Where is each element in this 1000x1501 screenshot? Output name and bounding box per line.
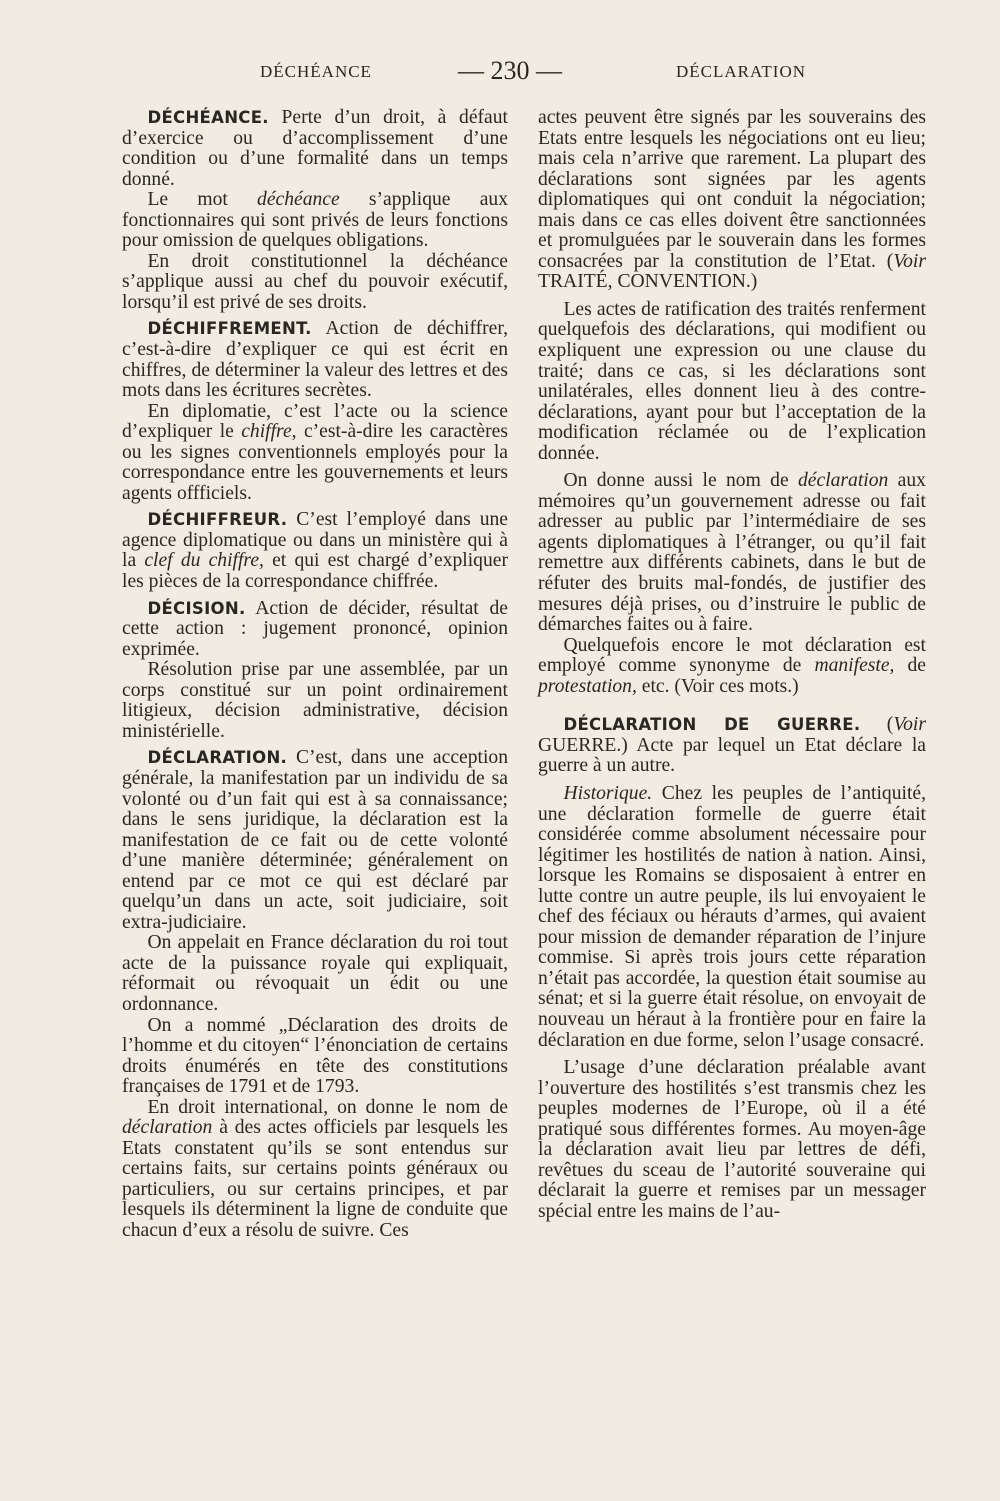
text-run: GUERRE.) Acte par lequel un Etat déclare la guerre à un autre. bbox=[538, 734, 926, 777]
text-run: En diplomatie, c’est l’acte ou la science d’expliquer le bbox=[122, 400, 508, 443]
entry-paragraph bbox=[122, 190, 508, 252]
header-right-word: DÉCLARATION bbox=[676, 62, 806, 81]
entry-paragraph bbox=[538, 636, 926, 698]
entry-paragraph bbox=[122, 599, 508, 661]
headword: DÉCHÉANCE. bbox=[147, 108, 269, 127]
italic-term: Voir bbox=[893, 714, 926, 736]
italic-term: Voir bbox=[893, 250, 926, 272]
entry-declaration-de-guerre bbox=[538, 715, 926, 1222]
text-run: c’est-à-dire les caractères ou les signes conventionnels employés pour la correspondance entre les gouvernements et leurs agents offficiels. bbox=[122, 421, 508, 504]
entry-dechiffrement bbox=[122, 319, 508, 504]
entry-paragraph bbox=[122, 319, 508, 401]
entry-paragraph: En droit constitutionnel la déchéance s’applique aussi au chef du pouvoir exécutif, lorsqu’il est privé de ses droits. bbox=[122, 250, 508, 313]
entry-paragraph: Résolution prise par une assemblée, par un corps constitué sur un point ordinairement litigieux, décision administrative, décision ministérielle. bbox=[122, 659, 508, 742]
entry-paragraph bbox=[538, 715, 926, 777]
entry-paragraph: L’usage d’une déclaration préalable avant l’ouverture des hostilités s’est transmis chez les peuples modernes de l’Europe, où il a été pratiqué sous différentes formes. Au moyen-âge la déclaration avait lieu par lettres de défi, revêtues du sceau de l’autorité souveraine qui déclarait la guerre et remises par un messager spécial entre les mains de l’au- bbox=[538, 1057, 926, 1222]
text-run: aux mémoires qu’un gouvernement adresse ou fait adresser au public par l’intermédiaire de ses agents diplomatiques à l’étranger, ou qu’il fait remettre aux différents cabinets, dans le but de réfuter des bruits mal-fondés, de justifier des mesures déjà prises, ou d’instruire le public de démarches faites ou à faire. bbox=[538, 470, 926, 636]
entry-paragraph: On appelait en France déclaration du roi tout acte de la puissance royale qui expliquait, réformait ou révoquait un édit ou une ordonnance. bbox=[122, 932, 508, 1015]
continued-paragraph bbox=[538, 108, 926, 293]
entry-paragraph: On a nommé „Déclaration des droits de l’homme et du citoyen“ l’énonciation de certains droits énumérés en tête des constitutions françaises de 1791 et de 1793. bbox=[122, 1014, 508, 1098]
text-run: Chez les peuples de l’antiquité, une déclaration formelle de guerre était considérée comme absolument nécessaire pour légitimer les hostilités de nation à nation. Ainsi, lorsque les Romains se disposaient à entrer en lutte contre un autre peuple, ils lui envoyaient le chef des féciaux ou hérauts d’armes, qui avaient pour mission de demander réparation de l’injure commise. Si après trois jours cette réparation n’était pas accordée, la question était soumise au sénat; et si la guerre était résolue, on envoyait de nouveau un héraut à la frontière pour en faire la déclaration en due forme, selon l’usage consacré. bbox=[538, 782, 926, 1051]
header-left-word: DÉCHÉANCE bbox=[260, 62, 372, 81]
text-run: TRAITÉ, CONVENTION.) bbox=[538, 271, 758, 293]
running-header bbox=[0, 58, 1000, 88]
definition-text: C’est, dans une acception générale, la manifestation par un individu de sa volonté ou d’un fait qui est à sa connaissance; dans le sens juridique, la déclaration est la manifestation de ce fait ou de cette volonté d’une manière déterminée; généralement on entend par ce mot ce qui est déclaré par quelqu’un dans un acte, soit judiciaire, soit extra-judiciaire. bbox=[122, 747, 508, 933]
entry-paragraph: Les actes de ratification des traités renferment quelquefois des déclarations, qui modifient ou expliquent une expression ou une clause du traité; dans ce cas, si les déclarations sont unilatérales, elles donnent lieu à des contre-déclarations, ayant pour but l’acceptation de la modification réclamée ou de l’explication donnée. bbox=[538, 298, 926, 464]
italic-term: déclaration bbox=[798, 470, 889, 492]
italic-term: Historique. bbox=[563, 782, 653, 804]
italic-term: chiffre, bbox=[241, 421, 297, 443]
italic-term: déchéance bbox=[257, 189, 340, 211]
text-run: Le mot bbox=[147, 189, 258, 211]
headword: DÉCLARATION. bbox=[147, 748, 288, 768]
definition-text: Perte d’un droit, à défaut d’exercice ou d’accomplissement d’une condition ou d’une formalité dans un temps donné. bbox=[122, 107, 508, 190]
italic-term: manifeste, bbox=[814, 655, 895, 677]
entry-paragraph bbox=[122, 1098, 508, 1242]
entry-decheance bbox=[122, 108, 508, 313]
text-run: ( bbox=[860, 714, 894, 736]
definition-text: Action de déchiffrer, c’est-à-dire d’expliquer ce qui est écrit en chiffres, de déterminer la valeur des lettres et des mots dans les écritures secrètes. bbox=[122, 318, 508, 402]
entry-paragraph bbox=[122, 108, 508, 190]
text-run: à des actes officiels par lesquels les Etats constatent qu’ils se sont entendus sur certains faits, sur certains points généraux ou particuliers, ou sur certains principes, et par lesquels ils déterminent la ligne de conduite que chacun d’eux a résolu de suivre. Ces bbox=[122, 1117, 508, 1241]
headword: DÉCHIFFREUR. bbox=[147, 510, 288, 530]
entry-dechiffreur bbox=[122, 510, 508, 592]
text-run: En droit international, on donne le nom de bbox=[147, 1096, 508, 1118]
entry-paragraph bbox=[122, 510, 508, 592]
italic-term: clef du chiffre, bbox=[144, 550, 264, 572]
text-run: de bbox=[894, 655, 926, 677]
text-run: Quelquefois encore le mot déclaration est employé comme synonyme de bbox=[538, 634, 926, 677]
entry-declaration bbox=[122, 748, 508, 1241]
text-run: C’est l’employé dans une agence diplomatique ou dans un ministère qui à la bbox=[122, 509, 508, 572]
text-run: On donne aussi le nom de bbox=[563, 470, 798, 492]
entry-paragraph bbox=[122, 402, 508, 505]
page-number: — 230 — bbox=[458, 56, 562, 85]
text-run: s’applique aux fonctionnaires qui sont privés de leurs fonctions pour omission de quelques obligations. bbox=[122, 189, 508, 252]
italic-term: protestation, bbox=[538, 675, 637, 697]
headword: DÉCISION. bbox=[147, 598, 246, 618]
entry-paragraph bbox=[538, 784, 926, 1051]
headword: DÉCHIFFREMENT. bbox=[147, 319, 312, 339]
text-run: et qui est chargé d’expliquer les pièces de la correspondance chiffrée. bbox=[122, 550, 508, 593]
headword: DÉCLARATION DE GUERRE. bbox=[563, 715, 861, 735]
entry-paragraph bbox=[122, 748, 508, 933]
entry-decision bbox=[122, 599, 508, 743]
right-column bbox=[538, 108, 926, 1222]
italic-term: déclaration bbox=[122, 1117, 213, 1139]
definition-text: Action de décider, résultat de cette action : jugement prononcé, opinion exprimée. bbox=[122, 597, 508, 660]
left-column bbox=[122, 108, 508, 1242]
text-run: actes peuvent être signés par les souverains des Etats entre lesquels les négociations ont eu lieu; mais cela n’arrive que rarement. La plupart des déclarations sont signées par les agents diplomatiques qui ont conduit la négociation; mais dans ce cas elles doivent être sanctionnées et promulguées par le souverain dans les formes consacrées par la constitution de l’Etat. ( bbox=[538, 107, 926, 272]
text-run: etc. (Voir ces mots.) bbox=[636, 675, 799, 697]
entry-paragraph bbox=[538, 471, 926, 635]
